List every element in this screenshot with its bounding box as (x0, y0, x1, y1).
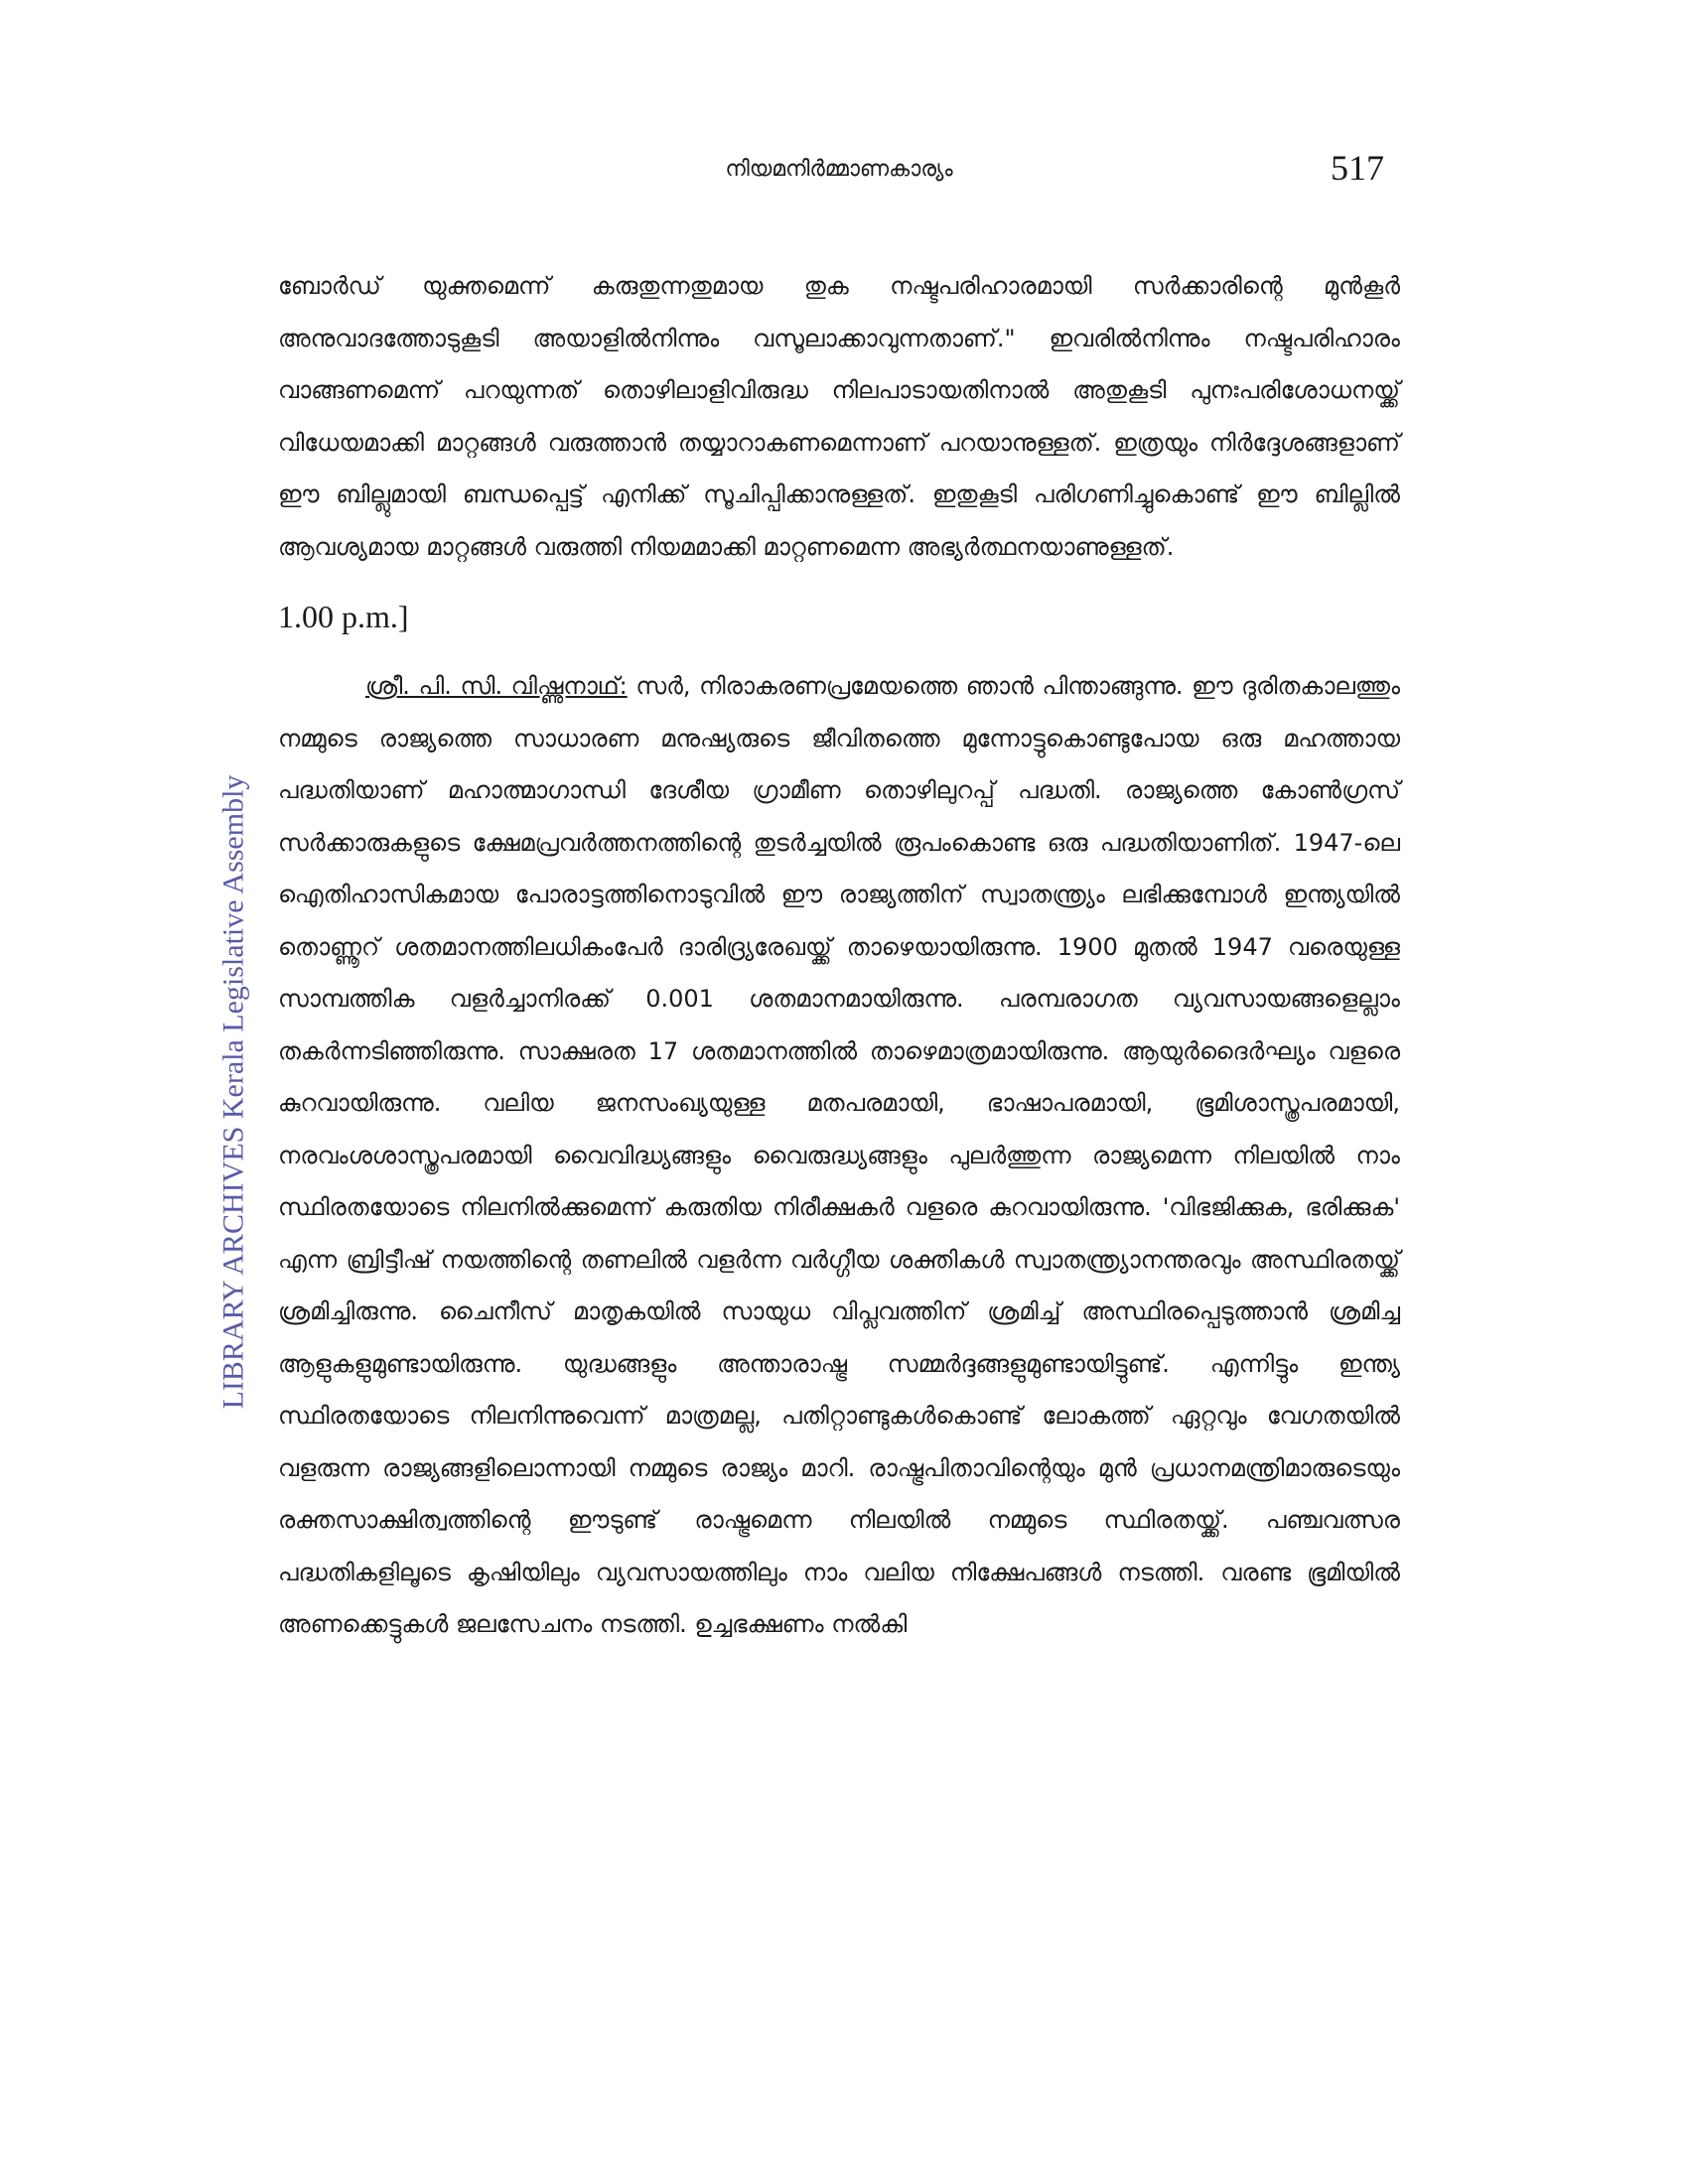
running-title: നിയമനിർമ്മാണകാര്യം (725, 157, 953, 182)
paragraph-1: ബോർഡ് യുക്തമെന്ന് കരുതുന്നതുമായ തുക നഷ്ടപരിഹാരമായി സർക്കാരിന്റെ മുൻകൂർ അനുവാദത്തോടുകൂടി അയാളിൽനിന്നും വസൂലാക്കാവുന്നതാണ്." ഇവരിൽനിന്നും നഷ്ടപരിഹാരം വാങ്ങണമെന്ന് പറയുന്നത് തൊഴിലാളിവിരുദ്ധ നിലപാടായതിനാൽ അതുകൂടി പുനഃപരിശോധനയ്ക്ക് വിധേയമാക്കി മാറ്റങ്ങൾ വരുത്താൻ തയ്യാറാകണമെന്നാണ് പറയാനുള്ളത്. ഇത്രയും നിർദ്ദേശങ്ങളാണ് ഈ ബില്ലുമായി ബന്ധപ്പെട്ട് എനിക്ക് സൂചിപ്പിക്കാനുള്ളത്. ഇതുകൂടി പരിഗണിച്ചുകൊണ്ട് ഈ ബില്ലിൽ ആവശ്യമായ മാറ്റങ്ങൾ വരുത്തി നിയമമാക്കി മാറ്റണമെന്ന അഭ്യർത്ഥനയാണുള്ളത്. (278, 272, 1400, 561)
speaker-name: ശ്രീ. പി. സി. വിഷ്ണുനാഥ്: (365, 672, 628, 700)
page-number: 517 (1331, 148, 1384, 188)
speech-text: സർ, നിരാകരണപ്രമേയത്തെ ഞാൻ പിന്താങ്ങുന്നു. ഈ ദുരിതകാലത്തും നമ്മുടെ രാജ്യത്തെ സാധാരണ മനുഷ്യരുടെ ജീവിതത്തെ മുന്നോട്ടുകൊണ്ടുപോയ ഒരു മഹത്തായ പദ്ധതിയാണ് മഹാത്മാഗാന്ധി ദേശീയ ഗ്രാമീണ തൊഴിലുറപ്പ് പദ്ധതി. രാജ്യത്തെ കോൺഗ്രസ് സർക്കാരുകളുടെ ക്ഷേമപ്രവർത്തനത്തിന്റെ തുടർച്ചയിൽ രൂപംകൊണ്ട ഒരു പദ്ധതിയാണിത്. 1947-ലെ ഐതിഹാസികമായ പോരാട്ടത്തിനൊടുവിൽ ഈ രാജ്യത്തിന് സ്വാതന്ത്ര്യം ലഭിക്കുമ്പോൾ ഇന്ത്യയിൽ തൊണ്ണൂറ് ശതമാനത്തിലധികംപേർ ദാരിദ്ര്യരേഖയ്ക്ക് താഴെയായിരുന്നു. 1900 മുതൽ 1947 വരെയുള്ള സാമ്പത്തിക വളർച്ചാനിരക്ക് 0.001 ശതമാനമായിരുന്നു. പരമ്പരാഗത വ്യവസായങ്ങളെല്ലാം തകർന്നടിഞ്ഞിരുന്നു. സാക്ഷരത 17 ശതമാനത്തിൽ താഴെമാത്രമായിരുന്നു. ആയുർദൈർഘ്യം വളരെ കുറവായിരുന്നു. വലിയ ജനസംഖ്യയുള്ള മതപരമായി, ഭാഷാപരമായി, ഭൂമിശാസ്ത്രപരമായി, നരവംശശാസ്ത്രപരമായി വൈവിദ്ധ്യങ്ങളും വൈരുദ്ധ്യങ്ങളും പുലർത്തുന്ന രാജ്യമെന്ന നിലയിൽ നാം സ്ഥിരതയോടെ നിലനിൽക്കുമെന്ന് കരുതിയ നിരീക്ഷകർ വളരെ കുറവായിരുന്നു. 'വിഭജിക്കുക, ഭരിക്കുക' എന്ന ബ്രിട്ടീഷ് നയത്തിന്റെ തണലിൽ വളർന്ന വർഗ്ഗീയ ശക്തികൾ സ്വാതന്ത്ര്യാനന്തരവും അസ്ഥിരതയ്ക്ക് ശ്രമിച്ചിരുന്നു. ചൈനീസ് മാതൃകയിൽ സായുധ വിപ്ലവത്തിന് ശ്രമിച്ച് അസ്ഥിരപ്പെടുത്താൻ ശ്രമിച്ച ആളുകളുമുണ്ടായിരുന്നു. യുദ്ധങ്ങളും അന്താരാഷ്ട്ര സമ്മർദ്ദങ്ങളുമുണ്ടായിട്ടുണ്ട്. എന്നിട്ടും ഇന്ത്യ സ്ഥിരതയോടെ നിലനിന്നുവെന്ന് മാത്രമല്ല, പതിറ്റാണ്ടുകൾകൊണ്ട് ലോകത്ത് ഏറ്റവും വേഗതയിൽ വളരുന്ന രാജ്യങ്ങളിലൊന്നായി നമ്മുടെ രാജ്യം മാറി. രാഷ്ട്രപിതാവിന്റെയും മുൻ പ്രധാനമന്ത്രിമാരുടെയും രക്തസാക്ഷിത്വത്തിന്റെ ഈടുണ്ട് രാഷ്ട്രമെന്ന നിലയിൽ നമ്മുടെ സ്ഥിരതയ്ക്ക്. പഞ്ചവത്സര പദ്ധതികളിലൂടെ കൃഷിയിലും വ്യവസായത്തിലും നാം വലിയ നിക്ഷേപങ്ങൾ നടത്തി. വരണ്ട ഭൂമിയിൽ അണക്കെട്ടുകൾ ജലസേചനം നടത്തി. ഉച്ചഭക്ഷണം നൽകി (278, 672, 1400, 1638)
paragraph-2 (278, 660, 1400, 1651)
watermark (213, 735, 253, 1449)
watermark-text: LIBRARY ARCHIVES Kerala Legislative Assembly (216, 774, 249, 1410)
body-text (278, 260, 1400, 1651)
time-marker: 1.00 p.m.] (278, 599, 409, 634)
